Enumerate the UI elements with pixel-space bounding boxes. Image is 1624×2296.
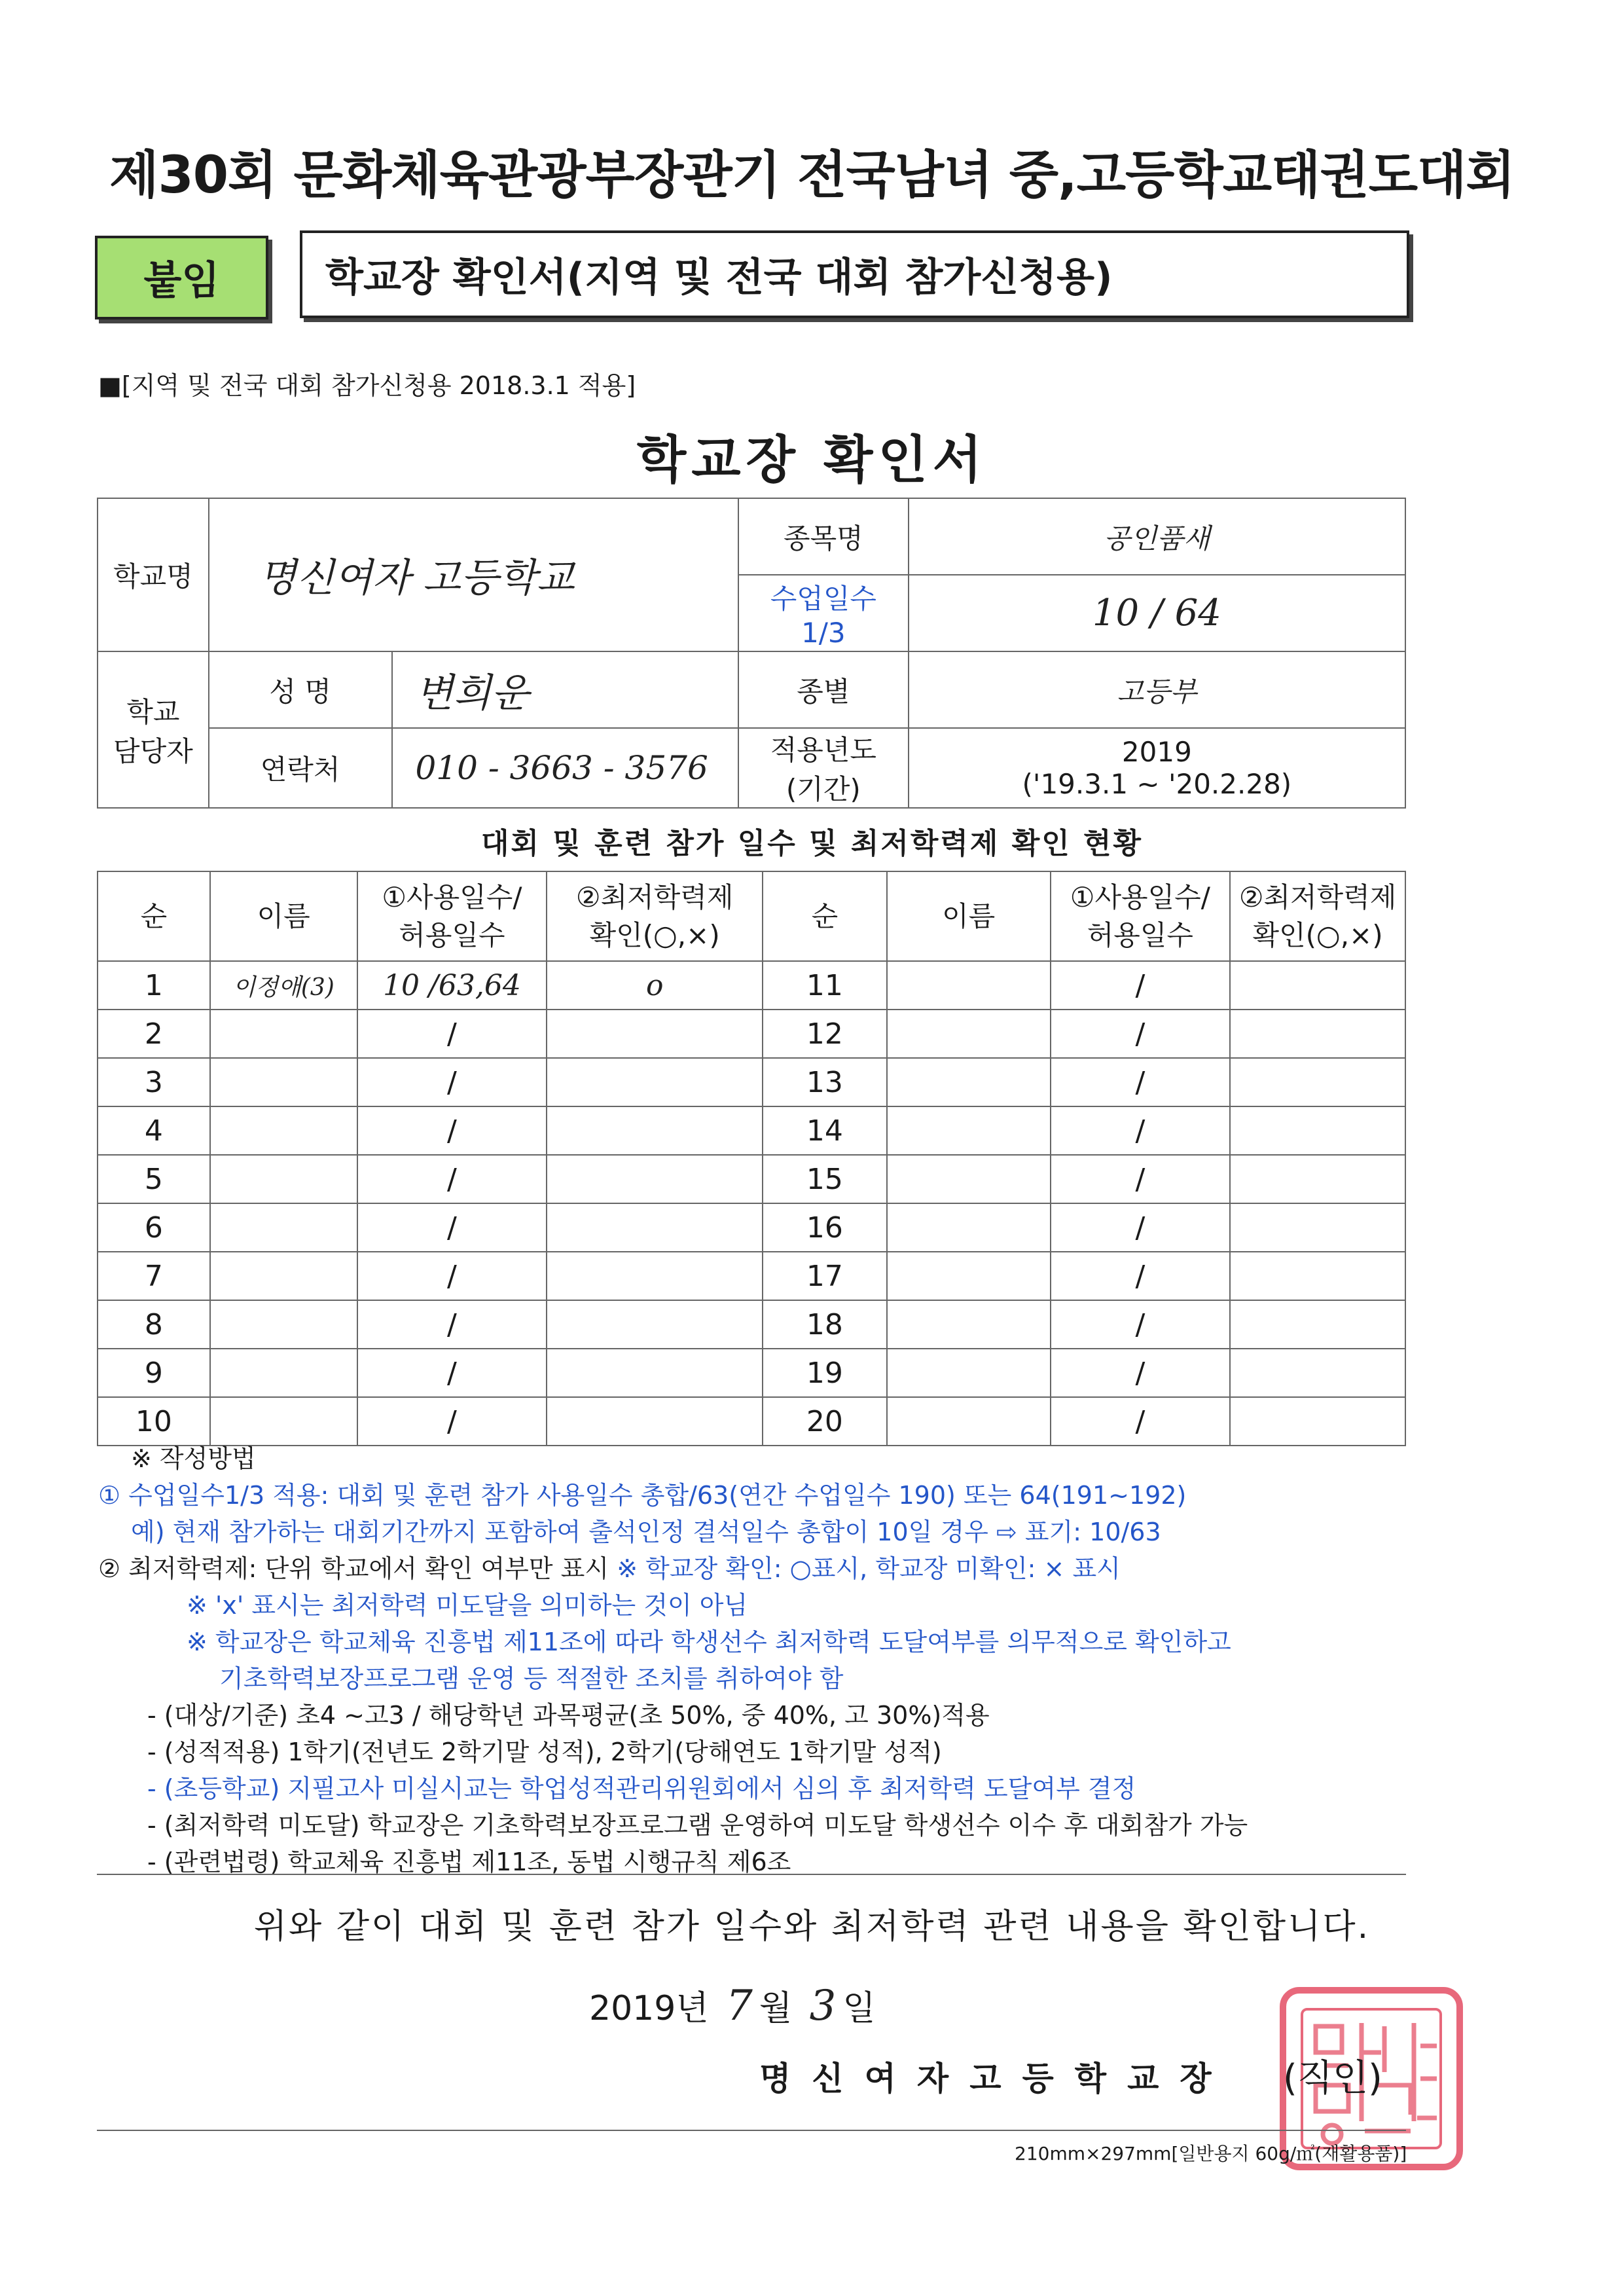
athlete-name [210, 1349, 357, 1397]
days-used: / [1051, 1397, 1231, 1446]
col-days [357, 871, 547, 961]
year-label-line1: 적용년도 [770, 734, 877, 766]
main-title: 제30회 문화체육관광부장관기 전국남녀 중,고등학교태권도대회 [109, 146, 1515, 205]
col-name: 이름 [210, 871, 357, 961]
contact-label-line2: 담당자 [113, 735, 193, 767]
min-grade-check [1230, 1349, 1405, 1397]
issue-date [589, 1980, 876, 2030]
detail-4: - (최저학력 미도달) 학교장은 기초학력보장프로그램 운영하여 미도달 학생선수 이수 후 대회참가 가능 [147, 1811, 1248, 1840]
row-number: 12 [763, 1010, 887, 1058]
manager-name-label: 성 명 [209, 651, 392, 728]
athlete-name: 이정애(3) [210, 961, 357, 1010]
row-number: 11 [763, 961, 887, 1010]
class-days-label-line2: 1/3 [801, 617, 846, 649]
year-value [909, 728, 1405, 808]
row-number: 16 [763, 1203, 887, 1252]
confirmation-statement: 위와 같이 대회 및 훈련 참가 일수와 최저학력 관련 내용을 확인합니다. [253, 1907, 1371, 1946]
athlete-name [887, 1300, 1051, 1349]
phone-value: 010 - 3663 - 3576 [392, 728, 739, 808]
participation-table [97, 871, 1406, 1446]
col-check [547, 871, 763, 961]
table-row [98, 1252, 1405, 1300]
row-number: 18 [763, 1300, 887, 1349]
min-grade-check [1230, 1106, 1405, 1155]
days-used: / [1051, 1349, 1231, 1397]
min-grade-check [1230, 1058, 1405, 1106]
date-month: 7 [726, 1982, 753, 2030]
note-2a: ② 최저학력제: 단위 학교에서 확인 여부만 표시 [98, 1554, 609, 1583]
days-used: / [357, 1203, 547, 1252]
event-value: 공인품새 [909, 498, 1405, 575]
days-used: / [1051, 1252, 1231, 1300]
table-row [98, 1058, 1405, 1106]
bottom-divider [97, 2130, 1406, 2131]
athlete-name [887, 1106, 1051, 1155]
note-4a: ※ 학교장은 학교체육 진흥법 제11조에 따라 학생선수 최저학력 도달여부를 의무적으로 확인하고 [187, 1628, 1231, 1656]
date-day-unit: 일 [842, 1989, 876, 2028]
col-no: 순 [98, 871, 210, 961]
min-grade-check [1230, 1155, 1405, 1203]
col-check-line1: ②최저학력제 [1238, 881, 1397, 913]
days-used: / [357, 1300, 547, 1349]
row-number: 19 [763, 1349, 887, 1397]
min-grade-check [1230, 1203, 1405, 1252]
principal-name: 명신여자고등학교장 [759, 2060, 1233, 2098]
col-days-line2: 허용일수 [399, 919, 505, 951]
min-grade-check [547, 1203, 763, 1252]
col-days-line1: ①사용일수/ [1070, 881, 1210, 913]
athlete-name [887, 1058, 1051, 1106]
date-month-unit: 월 [759, 1989, 793, 2028]
col-name: 이름 [887, 871, 1051, 961]
note-4b: 기초학력보장프로그램 운영 등 적절한 조치를 취하여야 함 [219, 1664, 844, 1693]
table-row [98, 1010, 1405, 1058]
days-used: / [1051, 1106, 1231, 1155]
athlete-name [210, 1300, 357, 1349]
table-row [98, 1106, 1405, 1155]
days-used: / [1051, 1058, 1231, 1106]
row-number: 9 [98, 1349, 210, 1397]
min-grade-check [547, 1252, 763, 1300]
instructions-heading: ※ 작성방법 [131, 1444, 256, 1473]
min-grade-check [547, 1155, 763, 1203]
division-value: 고등부 [909, 651, 1405, 728]
applicability-note: ■[지역 및 전국 대회 참가신청용 2018.3.1 적용] [98, 371, 636, 400]
row-number: 10 [98, 1397, 210, 1446]
table-row [98, 1397, 1405, 1446]
col-check [1230, 871, 1405, 961]
subtitle-box: 학교장 확인서(지역 및 전국 대회 참가신청용) [300, 230, 1409, 318]
min-grade-check [547, 1349, 763, 1397]
col-check-line2: 확인(○,×) [589, 919, 720, 951]
school-info-table [97, 498, 1406, 809]
manager-name-value: 변희운 [392, 651, 739, 728]
row-number: 1 [98, 961, 210, 1010]
detail-3: - (초등학교) 지필고사 미실시교는 학업성적관리위원회에서 심의 후 최저학력 도달여부 결정 [147, 1774, 1136, 1803]
days-used: / [1051, 1010, 1231, 1058]
days-used: / [357, 1155, 547, 1203]
table-row [98, 1203, 1405, 1252]
class-days-value: 10 / 64 [909, 575, 1405, 651]
min-grade-check [547, 1010, 763, 1058]
note-2b: ※ 학교장 확인: ○표시, 학교장 미확인: × 표시 [617, 1554, 1121, 1583]
col-no: 순 [763, 871, 887, 961]
days-used: / [357, 1397, 547, 1446]
athlete-name [887, 1252, 1051, 1300]
min-grade-check [1230, 1397, 1405, 1446]
athlete-name [887, 1155, 1051, 1203]
athlete-name [210, 1397, 357, 1446]
year-label-line2: (기간) [785, 773, 861, 805]
athlete-name [887, 1397, 1051, 1446]
row-number: 8 [98, 1300, 210, 1349]
note-3: ※ 'x' 표시는 최저학력 미도달을 의미하는 것이 아님 [187, 1591, 748, 1620]
year-value-line2: ('19.3.1 ~ '20.2.28) [1022, 768, 1292, 800]
table-row [98, 1300, 1405, 1349]
event-label: 종목명 [738, 498, 909, 575]
min-grade-check: o [547, 961, 763, 1010]
document-title: 학교장 확인서 [636, 431, 988, 490]
athlete-name [210, 1252, 357, 1300]
divider [97, 1874, 1406, 1875]
days-used: / [357, 1106, 547, 1155]
seal-label: (직인) [1283, 2057, 1382, 2100]
col-days-line2: 허용일수 [1087, 919, 1193, 951]
min-grade-check [1230, 961, 1405, 1010]
table-row [98, 961, 1405, 1010]
row-number: 17 [763, 1252, 887, 1300]
school-name-value: 명신여자 고등학교 [209, 498, 738, 651]
athlete-name [887, 1349, 1051, 1397]
row-number: 13 [763, 1058, 887, 1106]
year-value-line1: 2019 [1121, 736, 1192, 768]
days-used: / [1051, 1203, 1231, 1252]
col-check-line2: 확인(○,×) [1252, 919, 1383, 951]
row-number: 6 [98, 1203, 210, 1252]
athlete-name [210, 1155, 357, 1203]
days-used: / [1051, 1155, 1231, 1203]
contact-label [98, 651, 209, 808]
min-grade-check [1230, 1300, 1405, 1349]
min-grade-check [547, 1106, 763, 1155]
col-days [1051, 871, 1231, 961]
row-number: 15 [763, 1155, 887, 1203]
table-row [98, 1349, 1405, 1397]
year-label [738, 728, 909, 808]
instructions [98, 1440, 1414, 1880]
min-grade-check [547, 1058, 763, 1106]
row-number: 20 [763, 1397, 887, 1446]
row-number: 4 [98, 1106, 210, 1155]
athlete-name [210, 1106, 357, 1155]
contact-label-line1: 학교 [126, 695, 180, 728]
min-grade-check [547, 1300, 763, 1349]
days-used: / [1051, 1300, 1231, 1349]
note-1b: 예) 현재 참가하는 대회기간까지 포함하여 출석인정 결석일수 총합이 10일 경우 ⇨ 표기: 10/63 [131, 1518, 1161, 1546]
min-grade-check [1230, 1010, 1405, 1058]
athlete-name [210, 1010, 357, 1058]
class-days-label-line1: 수업일수 [770, 583, 877, 615]
athlete-name [887, 1010, 1051, 1058]
section-title: 대회 및 훈련 참가 일수 및 최저학력제 확인 현황 [480, 827, 1144, 860]
min-grade-check [547, 1397, 763, 1446]
days-used: / [1051, 961, 1231, 1010]
days-used: / [357, 1252, 547, 1300]
min-grade-check [1230, 1252, 1405, 1300]
table-row [98, 1155, 1405, 1203]
school-name-label: 학교명 [98, 498, 209, 651]
class-days-label [738, 575, 909, 651]
days-used: / [357, 1349, 547, 1397]
days-used: / [357, 1058, 547, 1106]
date-day: 3 [809, 1982, 837, 2030]
athlete-name [210, 1058, 357, 1106]
attachment-tag: 붙임 [95, 236, 268, 319]
athlete-name [887, 961, 1051, 1010]
division-label: 종별 [738, 651, 909, 728]
athlete-name [210, 1203, 357, 1252]
note-1a: ① 수업일수1/3 적용: 대회 및 훈련 참가 사용일수 총합/63(연간 수업일수 190) 또는 64(191~192) [98, 1481, 1187, 1510]
paper-spec: 210mm×297mm[일반용지 60g/㎡(재활용품)] [1015, 2143, 1407, 2164]
detail-1: - (대상/기준) 초4 ~고3 / 해당학년 과목평균(초 50%, 중 40%, 고 30%)적용 [147, 1701, 990, 1730]
row-number: 5 [98, 1155, 210, 1203]
row-number: 2 [98, 1010, 210, 1058]
athlete-name [887, 1203, 1051, 1252]
col-days-line1: ①사용일수/ [382, 881, 522, 913]
days-used: / [357, 1010, 547, 1058]
detail-2: - (성적적용) 1학기(전년도 2학기말 성적), 2학기(당해연도 1학기말 성적) [147, 1738, 942, 1766]
detail-5: - (관련법령) 학교체육 진흥법 제11조, 동법 시행규칙 제6조 [147, 1848, 791, 1876]
row-number: 3 [98, 1058, 210, 1106]
row-number: 7 [98, 1252, 210, 1300]
date-year: 2019년 [589, 1989, 709, 2028]
days-used: 10 /63,64 [357, 961, 547, 1010]
col-check-line1: ②최저학력제 [575, 881, 734, 913]
phone-label: 연락처 [209, 728, 392, 808]
row-number: 14 [763, 1106, 887, 1155]
note-2 [98, 1550, 1414, 1587]
